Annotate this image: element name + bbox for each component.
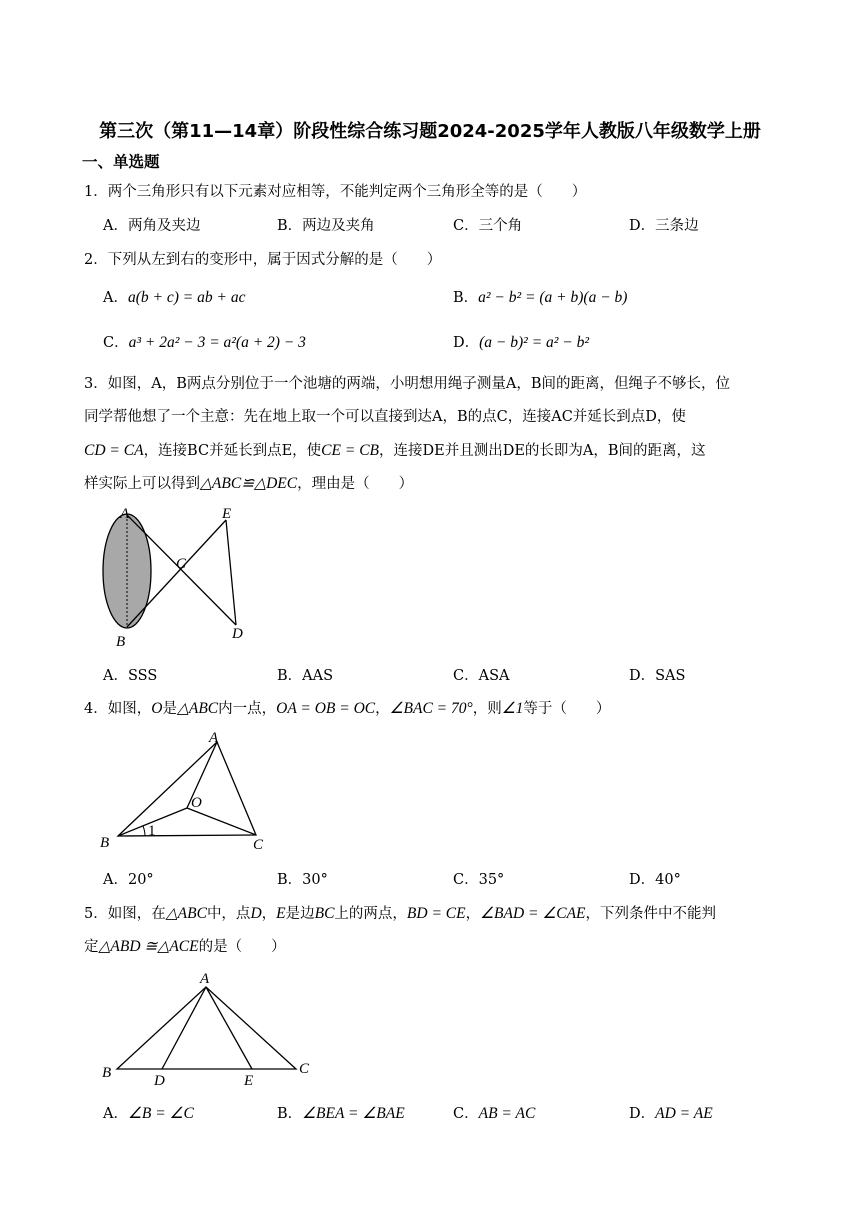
- option-expression: ∠B = ∠C: [127, 1105, 194, 1122]
- label-o: O: [191, 795, 202, 811]
- q3-line-4: 样实际上可以得到△ABC≌△DEC，理由是（ ）: [84, 475, 414, 492]
- math-cd-ca: CD = CA: [84, 442, 144, 459]
- label-e: E: [222, 506, 232, 522]
- option-label: D．: [453, 335, 480, 351]
- label-b: B: [116, 634, 126, 648]
- option-label: D．: [629, 1106, 656, 1122]
- option-expression: a³ + 2a² − 3 = a²(a + 2) − 3: [128, 334, 306, 351]
- option-expression: ∠BEA = ∠BAE: [302, 1105, 405, 1122]
- option-expression: (a − b)² = a² − b²: [479, 334, 590, 351]
- label-a: A: [200, 971, 210, 987]
- q4-stem: 4．如图，O是△ABC内一点，OA = OB = OC，∠BAC = 70°，则∠1等于（ ）: [84, 700, 611, 717]
- q3-option-b[interactable]: B．AAS: [277, 668, 334, 684]
- option-expression: AD = AE: [655, 1105, 713, 1122]
- option-expression: a(b + c) = ab + ac: [127, 289, 246, 306]
- math-congruence: △ABC≌△DEC: [200, 475, 298, 492]
- q1-option-d[interactable]: D．三条边: [629, 218, 699, 234]
- label-c: C: [299, 1061, 310, 1077]
- section-heading: 一、单选题: [82, 153, 160, 171]
- q3-option-c[interactable]: C．ASA: [453, 668, 510, 684]
- label-b: B: [102, 1065, 112, 1081]
- option-label: C．: [453, 1106, 479, 1122]
- q1-stem: 1．两个三角形只有以下元素对应相等，不能判定两个三角形全等的是（ ）: [84, 184, 587, 200]
- option-label: C．: [103, 335, 129, 351]
- q3-line-1: 3．如图，A，B两点分别位于一个池塘的两端，小明想用绳子测量A，B间的距离，但绳子不够长，位: [84, 376, 730, 392]
- q2-option-a[interactable]: [103, 286, 245, 307]
- q3-line-3: CD = CA，连接BC并延长到点E，使CE = CB，连接DE并且测出DE的长即为A，B间的距离，这: [84, 442, 706, 459]
- q3-line-2: 同学帮他想了一个主意：先在地上取一个可以直接到达A，B的点C，连接AC并延长到点D，使: [84, 409, 686, 425]
- segment-co: [187, 808, 256, 835]
- option-label: B．: [453, 290, 479, 306]
- label-a: A: [209, 730, 219, 746]
- triangle-abc: [118, 742, 256, 836]
- segment-de: [226, 520, 236, 625]
- q3-option-a[interactable]: A．SSS: [103, 668, 158, 684]
- segment-ad: [162, 987, 206, 1069]
- q4-option-a[interactable]: A．20°: [103, 872, 154, 888]
- q5-stem-line-1: 5．如图，在△ABC中，点D，E是边BC上的两点，BD = CE，∠BAD = ∠CAE，下列条件中不能判: [84, 905, 717, 922]
- q5-stem-line-2: 定△ABD ≅△ACE的是（ ）: [84, 938, 286, 955]
- segment-ae: [206, 987, 252, 1069]
- q4-figure-triangle: [96, 725, 276, 855]
- math-ce-cb: CE = CB: [321, 442, 379, 459]
- q2-stem: 2．下列从左到右的变形中，属于因式分解的是（ ）: [84, 252, 442, 268]
- q1-option-a[interactable]: A．两角及夹边: [103, 218, 201, 234]
- q1-option-b[interactable]: B．两边及夹角: [277, 218, 375, 234]
- option-expression: AB = AC: [478, 1105, 536, 1122]
- label-d: D: [232, 626, 243, 642]
- angle-1-arc: [143, 826, 145, 836]
- q3-figure-pond: [96, 500, 256, 648]
- label-a: A: [120, 506, 130, 522]
- label-b: B: [100, 835, 110, 851]
- triangle-abc: [117, 987, 296, 1069]
- label-angle-1: 1: [148, 823, 156, 839]
- label-c: C: [176, 556, 187, 572]
- q5-option-c[interactable]: [453, 1102, 535, 1123]
- q2-option-c[interactable]: [103, 331, 306, 352]
- option-label: A．: [103, 290, 128, 306]
- page-title: 第三次（第11—14章）阶段性综合练习题2024-2025学年人教版八年级数学上册: [99, 121, 761, 142]
- option-label: B．: [277, 1106, 303, 1122]
- option-label: A．: [103, 1106, 128, 1122]
- q2-option-d[interactable]: [453, 331, 589, 352]
- label-c: C: [253, 837, 264, 853]
- q5-option-a[interactable]: [103, 1102, 194, 1123]
- label-e: E: [244, 1073, 254, 1089]
- q1-option-c[interactable]: C．三个角: [453, 218, 523, 234]
- q3-option-d[interactable]: D．SAS: [629, 668, 686, 684]
- q4-option-d[interactable]: D．40°: [629, 872, 681, 888]
- q5-option-b[interactable]: [277, 1102, 405, 1123]
- option-expression: a² − b² = (a + b)(a − b): [478, 289, 628, 306]
- q2-option-b[interactable]: [453, 286, 627, 307]
- q4-option-b[interactable]: B．30°: [277, 872, 328, 888]
- q5-option-d[interactable]: [629, 1102, 713, 1123]
- q5-figure-triangle: [96, 965, 326, 1090]
- label-d: D: [154, 1073, 165, 1089]
- q4-option-c[interactable]: C．35°: [453, 872, 505, 888]
